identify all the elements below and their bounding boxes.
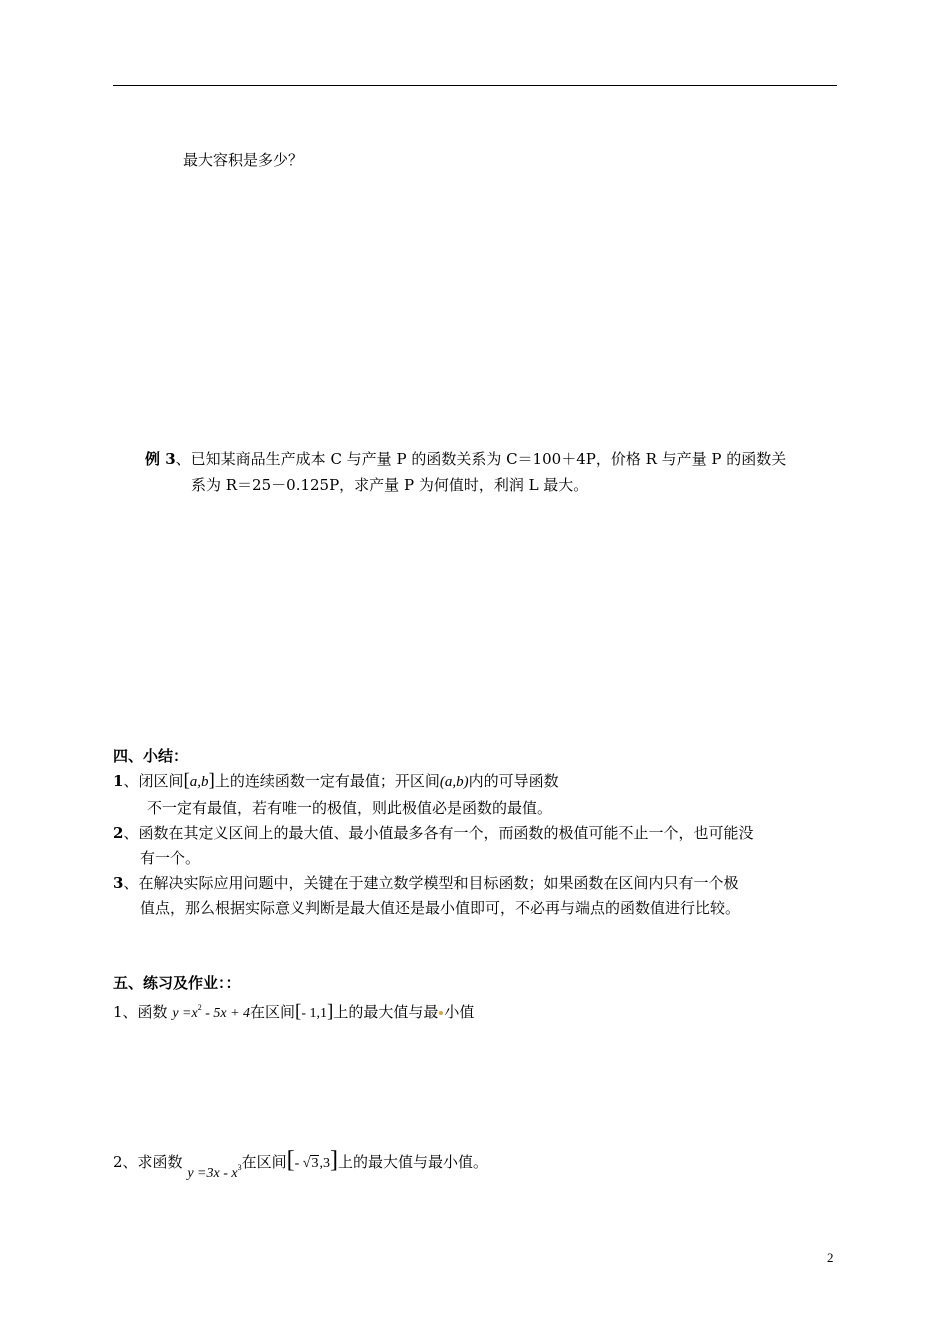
exercise-2 bbox=[113, 1147, 488, 1181]
summary-item-2-number: 2 bbox=[113, 824, 124, 842]
question-tail: 最大容积是多少？ bbox=[183, 151, 304, 169]
exercises-heading: 五、练习及作业：： bbox=[113, 974, 241, 992]
exercise-2-formula-exponent: 3 bbox=[237, 1163, 242, 1172]
exercise-1-mid: 在区间 bbox=[250, 1003, 296, 1021]
exercise-2-mid: 在区间 bbox=[241, 1153, 287, 1171]
exercise-2-interval-rest: ,3 bbox=[319, 1156, 330, 1171]
open-interval-ab: (a,b) bbox=[439, 774, 469, 790]
exercise-2-post: 上的最大值与最小值。 bbox=[337, 1153, 488, 1171]
exercise-2-pre: 2、求函数 bbox=[113, 1153, 183, 1171]
summary-item-3 bbox=[113, 873, 738, 893]
summary-item-1-mid: 上的连续函数一定有最值；开区间 bbox=[214, 772, 440, 790]
example-3-text1: 、已知某商品生产成本 C 与产量 P 的函数关系为 C＝100＋4P，价格 R 与产量 P 的函数关 bbox=[175, 450, 787, 468]
highlight-dot bbox=[439, 1011, 443, 1015]
summary-item-3-line1: 、在解决实际应用问题中，关键在于建立数学模型和目标函数；如果函数在区间内只有一个极 bbox=[123, 874, 739, 892]
summary-item-1-number: 1 bbox=[113, 772, 124, 790]
example-3-line1 bbox=[145, 449, 786, 469]
summary-item-1 bbox=[113, 771, 559, 792]
summary-heading: 四、小结： bbox=[113, 747, 189, 765]
exercise-1-pre: 1、函数 bbox=[113, 1003, 168, 1021]
exercise-2-formula-lhs: y =3x - x bbox=[187, 1166, 238, 1181]
header-rule bbox=[113, 85, 837, 86]
ex1-bracket-right: ] bbox=[327, 1001, 334, 1022]
ex1-bracket-left: [ bbox=[295, 1001, 302, 1022]
exercise-1-formula bbox=[172, 1003, 251, 1021]
closed-bracket-left: [ bbox=[183, 770, 190, 791]
example-3-line2: 系为 R＝25－0.125P，求产量 P 为何值时，利润 L 最大。 bbox=[191, 476, 589, 494]
sqrt-sign: √ bbox=[302, 1156, 311, 1171]
summary-item-2-line1: 、函数在其定义区间上的最大值、最小值最多各有一个，而函数的极值可能不止一个，也可能没 bbox=[123, 824, 754, 842]
summary-item-1-line2: 不一定有最值，若有唯一的极值，则此极值必是函数的最值。 bbox=[147, 799, 553, 817]
exercise-1 bbox=[113, 998, 474, 1024]
closed-bracket-right: ] bbox=[208, 770, 215, 791]
exercise-1-formula-exponent: 2 bbox=[197, 1003, 202, 1012]
summary-item-1-post: 内的可导函数 bbox=[468, 772, 559, 790]
exercise-2-formula bbox=[187, 1163, 242, 1181]
summary-item-2-line2: 有一个。 bbox=[140, 849, 201, 867]
closed-interval-ab: a,b bbox=[189, 774, 209, 790]
summary-item-3-number: 3 bbox=[113, 874, 124, 892]
ex2-bracket-right: ] bbox=[329, 1147, 338, 1173]
summary-item-2 bbox=[113, 823, 753, 843]
exercise-2-interval bbox=[295, 1155, 330, 1171]
exercise-1-formula-lhs: y =x bbox=[172, 1006, 198, 1021]
ex2-bracket-left: [ bbox=[286, 1147, 295, 1173]
exercise-1-post-a: 上的最大值与最 bbox=[333, 1003, 439, 1021]
exercise-2-sqrt-arg: 3 bbox=[311, 1156, 319, 1171]
exercise-1-post-b: 小值 bbox=[444, 1003, 475, 1021]
page-number: 2 bbox=[827, 1250, 834, 1265]
exercise-2-interval-neg: - bbox=[294, 1156, 303, 1171]
exercise-1-interval: - 1,1 bbox=[301, 1006, 328, 1021]
example-3-label: 例 3 bbox=[145, 450, 176, 468]
summary-item-1-pre: 、闭区间 bbox=[123, 772, 184, 790]
summary-item-3-line2: 值点，那么根据实际意义判断是最大值还是最小值即可，不必再与端点的函数值进行比较。 bbox=[140, 899, 741, 917]
exercise-1-formula-rhs: - 5x + 4 bbox=[201, 1006, 251, 1021]
